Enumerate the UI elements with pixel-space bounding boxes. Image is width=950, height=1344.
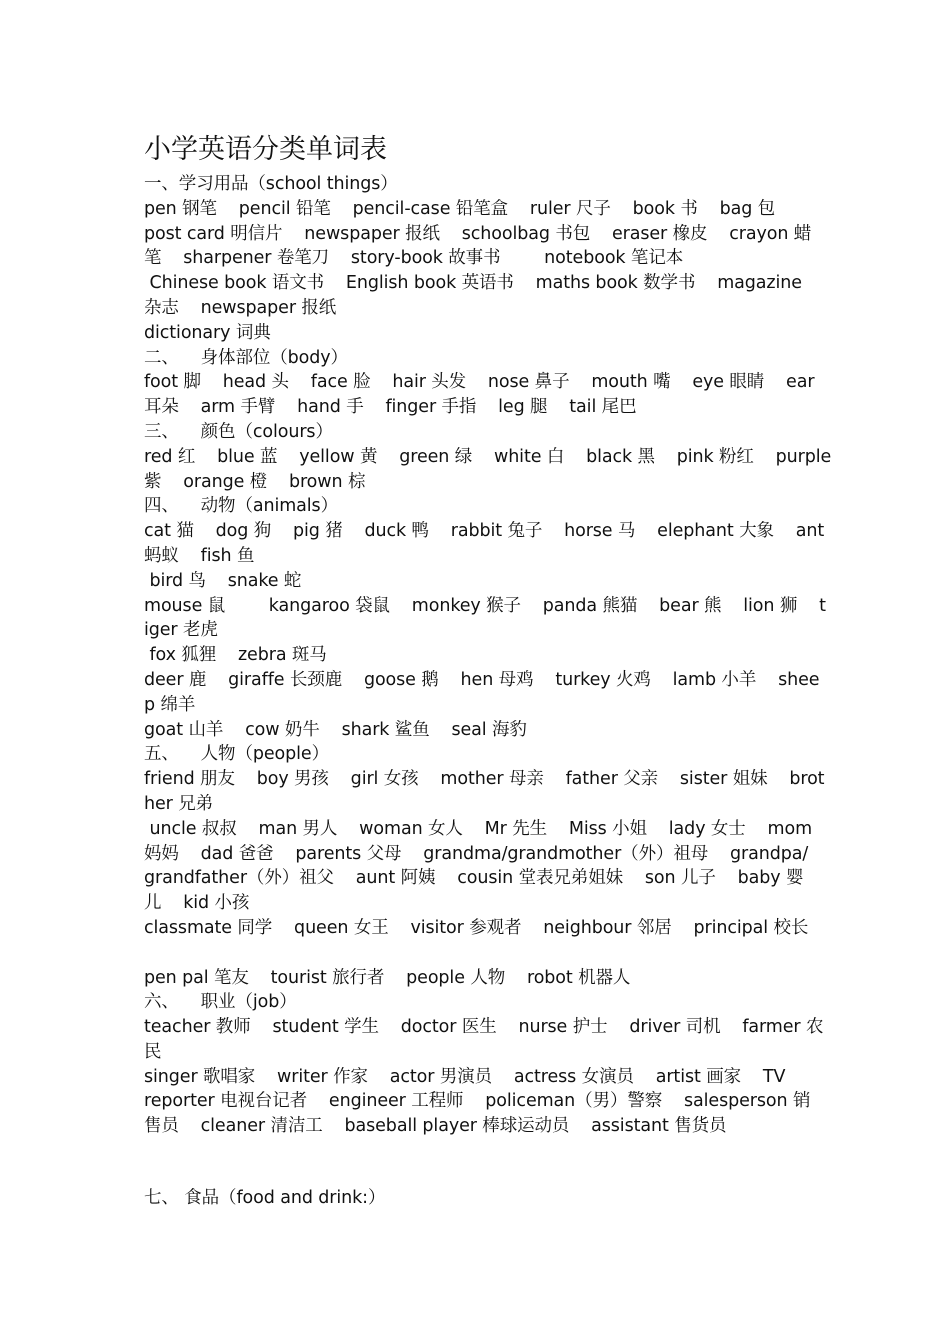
text-line: friend 朋友 boy 男孩 girl 女孩 mother 母亲 father 父亲 sister 姐妹 brot [144,769,825,790]
text-line: goat 山羊 cow 奶牛 shark 鲨鱼 seal 海豹 [144,719,527,740]
text-line: 蚂蚁 fish 鱼 [144,545,255,566]
text-line: post card 明信片 newspaper 报纸 schoolbag 书包 eraser 橡皮 crayon 蜡 [144,223,812,244]
text-line: foot 脚 head 头 face 脸 hair 头发 nose 鼻子 mouth 嘴 eye 眼睛 ear [144,372,815,393]
text-line: grandfather（外）祖父 aunt 阿姨 cousin 堂表兄弟姐妹 son 儿子 baby 婴 [144,868,804,889]
text-line: her 兄弟 [144,793,214,814]
text-line: 四、 动物（animals） [144,496,338,517]
section-heading-food: 七、 食品（food and drink:） [144,1188,386,1209]
document-page [144,128,832,1211]
page-title: 小学英语分类单词表 [144,134,387,165]
text-line: pen 钢笔 pencil 铅笔 pencil-case 铅笔盒 ruler 尺子 book 书 bag 包 [144,198,776,219]
text-line: 五、 人物（people） [144,744,329,765]
text-line: 二、 身体部位（body） [144,347,348,368]
text-line: singer 歌唱家 writer 作家 actor 男演员 actress 女演员 artist 画家 TV [144,1066,786,1087]
text-line: 民 [144,1041,162,1062]
text-line: uncle 叔叔 man 男人 woman 女人 Mr 先生 Miss 小姐 lady 女士 mom [144,818,813,839]
text-line: 儿 kid 小孩 [144,893,250,914]
text-line: classmate 同学 queen 女王 visitor 参观者 neighbour 邻居 principal 校长 [144,917,809,938]
text-line: pen pal 笔友 tourist 旅行者 people 人物 robot 机器人 [144,967,631,988]
text-line: 耳朵 arm 手臂 hand 手 finger 手指 leg 腿 tail 尾巴 [144,397,637,418]
section-gap [144,1139,808,1186]
text-line: deer 鹿 giraffe 长颈鹿 goose 鹅 hen 母鸡 turkey 火鸡 lamb 小羊 shee [144,669,820,690]
text-line: p 绵羊 [144,694,196,715]
text-line: 妈妈 dad 爸爸 parents 父母 grandma/grandmother（外）祖母 grandpa/ [144,843,809,864]
text-line: 一、学习用品（school things） [144,174,398,194]
blank-line [144,941,808,966]
text-line: 笔 sharpener 卷笔刀 story-book 故事书 notebook 笔记本 [144,248,684,269]
text-line: cat 猫 dog 狗 pig 猪 duck 鸭 rabbit 兔子 horse 马 elephant 大象 ant [144,521,825,542]
text-line: 售员 cleaner 清洁工 baseball player 棒球运动员 assistant 售货员 [144,1116,727,1137]
text-line: Chinese book 语文书 English book 英语书 maths book 数学书 magazine [144,273,802,294]
text-line: dictionary 词典 [144,322,271,343]
text-line: 三、 颜色（colours） [144,421,333,442]
text-line: 紫 orange 橙 brown 棕 [144,471,366,492]
text-line: red 红 blue 蓝 yellow 黄 green 绿 white 白 black 黑 pink 粉红 purple [144,446,832,467]
word-list [144,172,832,1139]
text-line: reporter 电视台记者 engineer 工程师 policeman（男）警察 salesperson 销 [144,1091,811,1112]
text-line: 杂志 newspaper 报纸 [144,297,337,318]
text-line: 六、 职业（job） [144,992,297,1013]
text-line: fox 狐狸 zebra 斑马 [144,645,327,666]
text-line: iger 老虎 [144,620,218,641]
text-line: teacher 教师 student 学生 doctor 医生 nurse 护士 driver 司机 farmer 农 [144,1017,824,1038]
text-line: mouse 鼠 kangaroo 袋鼠 monkey 猴子 panda 熊猫 bear 熊 lion 狮 t [144,595,826,616]
text-line: bird 鸟 snake 蛇 [144,570,302,591]
